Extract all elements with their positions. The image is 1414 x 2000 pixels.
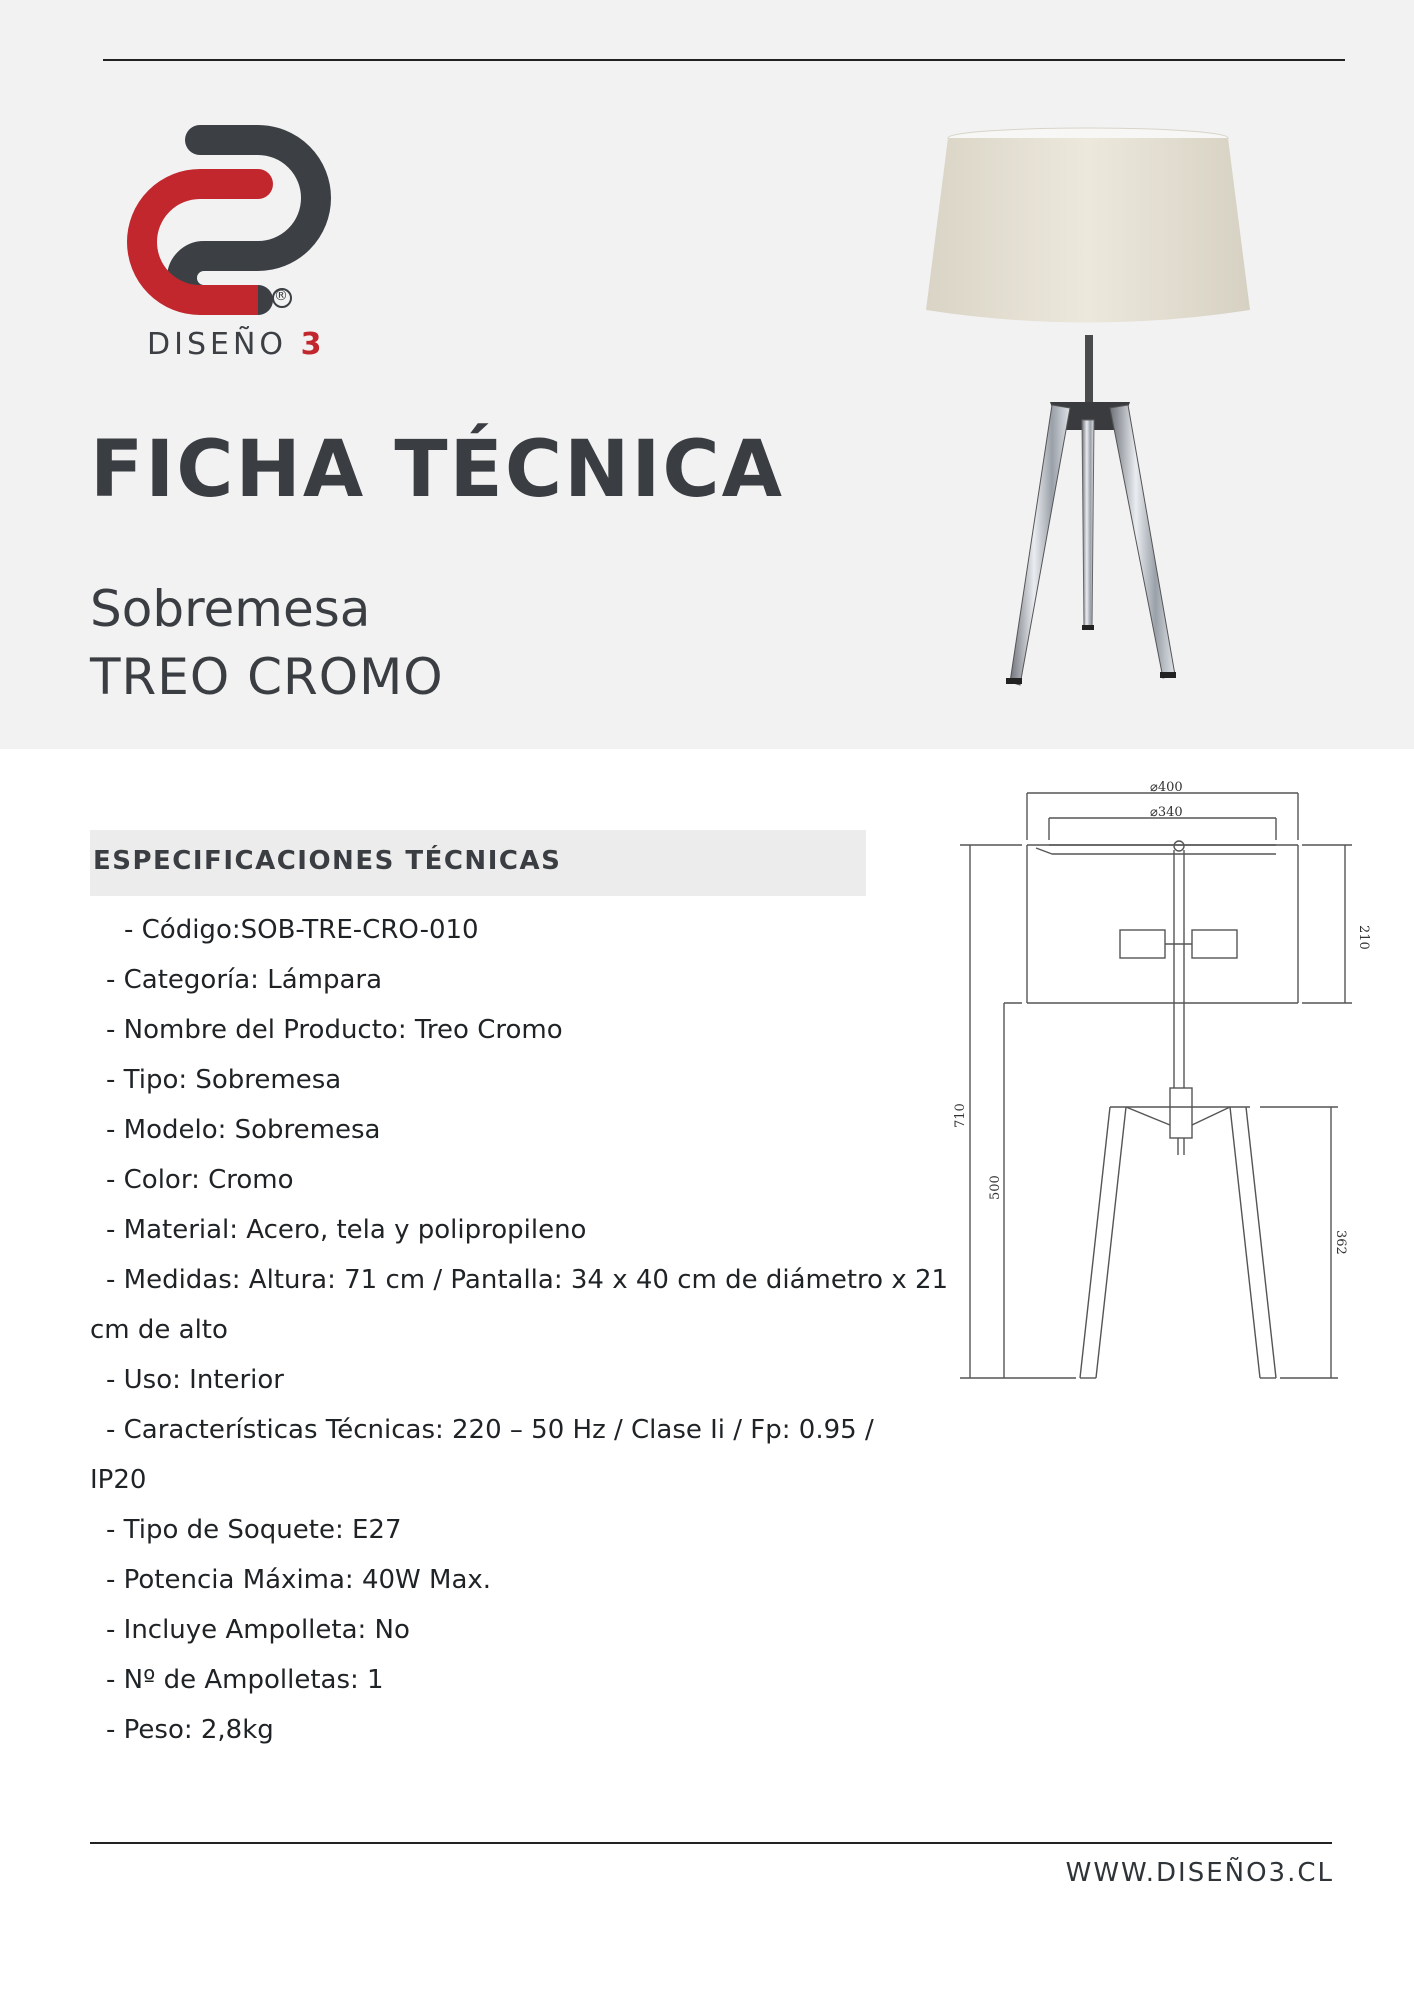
technical-drawing	[953, 780, 1380, 1390]
product-name: TREO CROMO	[90, 648, 444, 706]
spec-line: - Nº de Ampolletas: 1	[106, 1665, 384, 1695]
specs-list	[90, 905, 970, 1755]
spec-line: cm de alto	[90, 1315, 228, 1345]
spec-line: - Material: Acero, tela y polipropileno	[106, 1215, 587, 1245]
spec-line: IP20	[90, 1465, 147, 1495]
spec-line: - Categoría: Lámpara	[106, 965, 383, 995]
dim-inner-diameter: ⌀340	[1150, 805, 1183, 820]
spec-line: - Nombre del Producto: Treo Cromo	[106, 1015, 563, 1045]
footer-website-link[interactable]: WWW.DISEÑO3.CL	[1065, 1858, 1334, 1888]
page-title: FICHA TÉCNICA	[90, 425, 784, 515]
product-category: Sobremesa	[90, 580, 371, 638]
dim-outer-diameter: ⌀400	[1150, 780, 1183, 795]
product-photo	[920, 120, 1260, 700]
bottom-rule	[90, 1842, 1332, 1844]
spec-line: - Incluye Ampolleta: No	[106, 1615, 410, 1645]
registered-mark: ®	[274, 288, 288, 304]
spec-line: - Peso: 2,8kg	[106, 1715, 274, 1745]
spec-line: - Código:SOB-TRE-CRO-010	[124, 915, 479, 945]
spec-line: - Uso: Interior	[106, 1365, 285, 1395]
dim-leg-height: 362	[1333, 1230, 1348, 1255]
dim-shade-height: 210	[1356, 925, 1371, 950]
brand-name: DISEÑO	[147, 327, 288, 362]
spec-line: - Características Técnicas: 220 – 50 Hz / Clase Ii / Fp: 0.95 /	[106, 1415, 874, 1445]
dim-base-height: 500	[988, 1175, 1003, 1200]
spec-line: - Tipo de Soquete: E27	[106, 1515, 402, 1545]
spec-line: - Medidas: Altura: 71 cm / Pantalla: 34 x 40 cm de diámetro x 21	[106, 1265, 949, 1295]
specs-heading: ESPECIFICACIONES TÉCNICAS	[93, 846, 562, 876]
brand-wordmark	[147, 327, 325, 362]
spec-line: - Potencia Máxima: 40W Max.	[106, 1565, 492, 1595]
spec-line: - Tipo: Sobremesa	[106, 1065, 342, 1095]
dim-total-height: 710	[953, 1103, 968, 1128]
spec-line: - Modelo: Sobremesa	[106, 1115, 381, 1145]
brand-number: 3	[300, 327, 326, 362]
top-rule	[103, 59, 1345, 61]
spec-line: - Color: Cromo	[106, 1165, 294, 1195]
